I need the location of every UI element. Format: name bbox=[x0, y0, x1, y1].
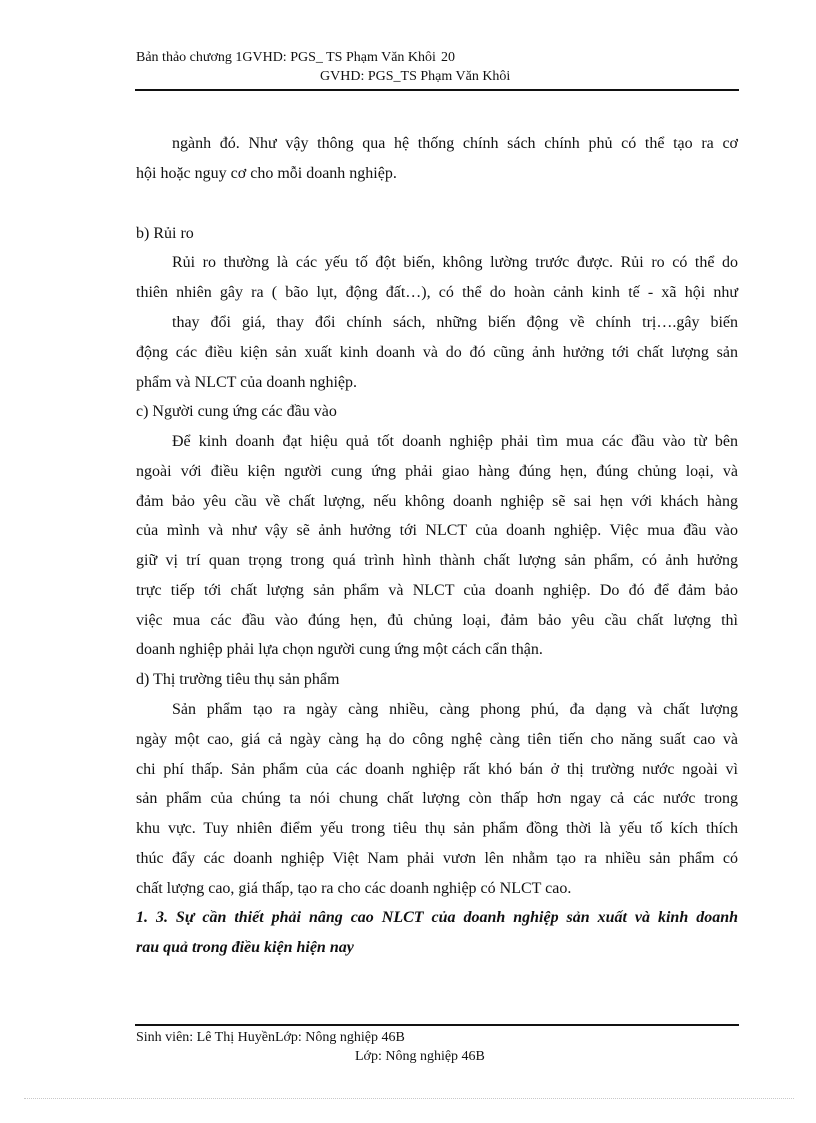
page-bottom-border bbox=[24, 1098, 794, 1099]
text-line: giữ vị trí quan trọng trong quá trình hình thành chất lượng sản phẩm, có ảnh hưởng bbox=[136, 552, 738, 569]
section-heading: c) Người cung ứng các đầu vào bbox=[136, 403, 337, 420]
text-line: Sản phẩm tạo ra ngày càng nhiều, càng phong phú, đa dạng và chất lượng bbox=[172, 701, 738, 718]
text-line: trực tiếp tới chất lượng sản phẩm và NLCT của doanh nghiệp. Do đó để đảm bảo bbox=[136, 582, 738, 599]
footer-line-1: Sinh viên: Lê Thị HuyềnLớp: Nông nghiệp 46B bbox=[136, 1030, 405, 1045]
header-line-1 bbox=[136, 50, 455, 66]
text-line: chất lượng cao, giá thấp, tạo ra cho các doanh nghiệp có NLCT cao. bbox=[136, 880, 572, 897]
page-number: 20 bbox=[441, 50, 455, 65]
text-line: sản phẩm của chúng ta nói chung chất lượng còn thấp hơn ngay cả các nước trong bbox=[136, 790, 738, 807]
text-line: ngày một cao, giá cả ngày càng hạ do công nghệ càng tiên tiến cho năng suất cao và bbox=[136, 731, 738, 748]
section-heading: b) Rủi ro bbox=[136, 225, 194, 242]
text-line: doanh nghiệp phải lựa chọn người cung ứng một cách cẩn thận. bbox=[136, 641, 543, 658]
text-line: đảm bảo yêu cầu về chất lượng, nếu không doanh nghiệp sẽ sai hẹn với khách hàng bbox=[136, 493, 738, 510]
footer-divider bbox=[135, 1024, 739, 1026]
text-line: việc mua các đầu vào đúng hẹn, đủ chủng loại, đảm bảo yêu cầu chất lượng thì bbox=[136, 612, 738, 629]
text-line: thay đổi giá, thay đổi chính sách, những biến động về chính trị….gây biến bbox=[172, 314, 738, 331]
text-line: hội hoặc nguy cơ cho mỗi doanh nghiệp. bbox=[136, 165, 397, 182]
text-line: thiên nhiên gây ra ( bão lụt, động đất…), có thể do hoàn cảnh kinh tế - xã hội như bbox=[136, 284, 738, 301]
text-line: ngành đó. Như vậy thông qua hệ thống chính sách chính phủ có thể tạo ra cơ bbox=[172, 135, 738, 152]
header-divider bbox=[135, 89, 739, 91]
text-line: ngoài với điều kiện người cung ứng phải giao hàng đúng hẹn, đúng chủng loại, và bbox=[136, 463, 738, 480]
section-heading: d) Thị trường tiêu thụ sản phẩm bbox=[136, 671, 340, 688]
text-line: Rủi ro thường là các yếu tố đột biến, không lường trước được. Rủi ro có thể do bbox=[172, 254, 738, 271]
text-line: phẩm và NLCT của doanh nghiệp. bbox=[136, 374, 357, 391]
header-title: Bản thảo chương 1GVHD: PGS_ TS Phạm Văn Khôi bbox=[136, 50, 436, 65]
text-line: khu vực. Tuy nhiên điểm yếu trong tiêu thụ sản phẩm đồng thời là yếu tố kích thích bbox=[136, 820, 738, 837]
text-line: thúc đẩy các doanh nghiệp Việt Nam phải vươn lên nhằm tạo ra nhiều sản phẩm có bbox=[136, 850, 738, 867]
chapter-heading: 1. 3. Sự cần thiết phải nâng cao NLCT của doanh nghiệp sản xuất và kinh doanh bbox=[136, 909, 738, 926]
text-line: động các điều kiện sản xuất kinh doanh và do đó cũng ảnh hưởng tới chất lượng sản bbox=[136, 344, 738, 361]
text-line: Để kinh doanh đạt hiệu quả tốt doanh nghiệp phải tìm mua các đầu vào từ bên bbox=[172, 433, 738, 450]
header-line-2: GVHD: PGS_TS Phạm Văn Khôi bbox=[320, 69, 511, 84]
text-line: của mình và như vậy sẽ ảnh hưởng tới NLCT của doanh nghiệp. Việc mua đầu vào bbox=[136, 522, 738, 539]
chapter-heading: rau quả trong điều kiện hiện nay bbox=[136, 939, 354, 956]
text-line: chi phí thấp. Sản phẩm của các doanh nghiệp rất khó bán ở thị trường nước ngoài vì bbox=[136, 761, 738, 778]
footer-line-2: Lớp: Nông nghiệp 46B bbox=[355, 1049, 485, 1064]
